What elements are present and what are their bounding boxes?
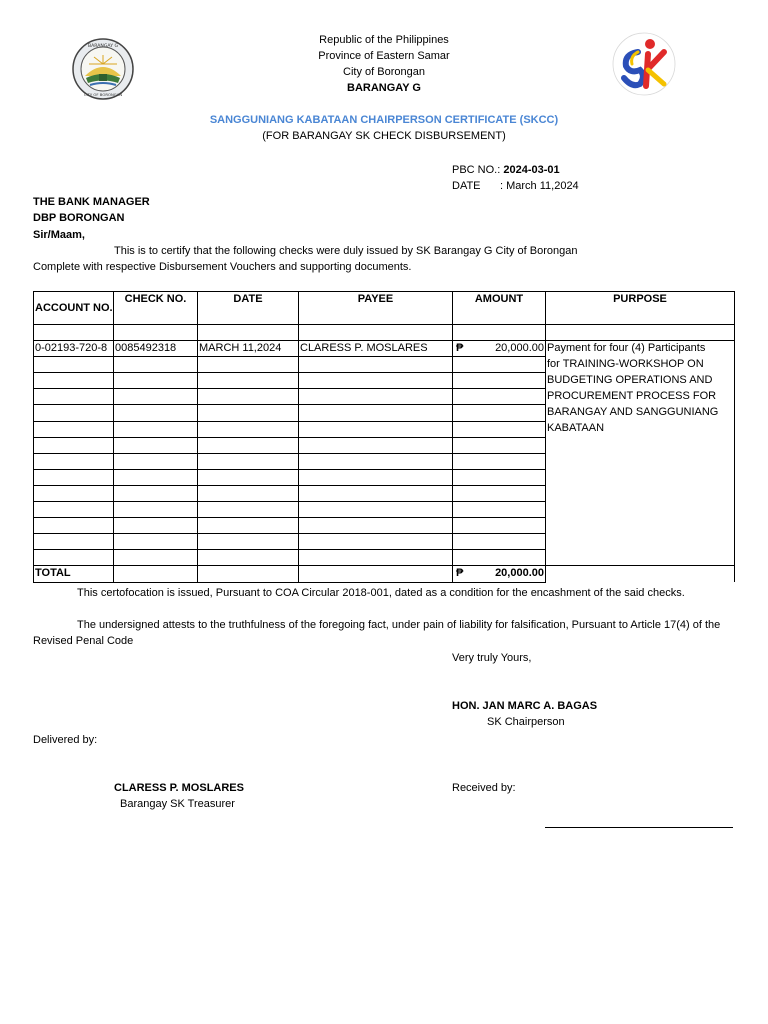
certification-text: This certofocation is issued, Pursuant to COA Circular 2018-001, dated as a condition for the encashment of the said checks. (77, 587, 685, 599)
table-row (34, 421, 735, 437)
purpose-line: PROCUREMENT PROCESS FOR (546, 389, 735, 405)
signature-line (545, 827, 733, 828)
purpose-line: BARANGAY AND SANGGUNIANG (546, 405, 735, 421)
header-city: City of Borongan (343, 66, 425, 78)
purpose-line: for TRAINING-WORKSHOP ON (546, 357, 735, 373)
header-account-no: ACCOUNT NO. (34, 292, 114, 325)
table-row (34, 485, 735, 501)
table-row (34, 405, 735, 421)
header-check-no: CHECK NO. (114, 292, 198, 325)
intro-line1: This is to certify that the following checks were duly issued by SK Barangay G City of Borongan (114, 245, 578, 257)
attest-line2: Revised Penal Code (33, 635, 134, 647)
table-row (34, 469, 735, 485)
table-row (34, 518, 735, 534)
cell-amount (453, 341, 546, 357)
pbc-label: PBC NO.: (452, 164, 501, 176)
header-republic: Republic of the Philippines (319, 34, 449, 46)
checks-table (33, 291, 735, 583)
header-amount: AMOUNT (453, 292, 546, 325)
table-row (34, 341, 735, 357)
header-purpose: PURPOSE (546, 292, 735, 325)
date-label: DATE (452, 180, 481, 192)
header-province: Province of Eastern Samar (318, 50, 450, 62)
delivered-by-label: Delivered by: (33, 734, 98, 746)
table-row (34, 453, 735, 469)
pbc-value: 2024-03-01 (503, 164, 560, 176)
table-row (34, 534, 735, 550)
cell-account: 0-02193-720-8 (34, 341, 114, 357)
header-date: DATE (198, 292, 299, 325)
treasurer-name: CLARESS P. MOSLARES (114, 782, 244, 794)
purpose-line: Payment for four (4) Participants (546, 341, 735, 357)
total-amount-cell (453, 566, 546, 582)
purpose-line: BUDGETING OPERATIONS AND (546, 373, 735, 389)
table-row (34, 550, 735, 566)
header-barangay: BARANGAY G (347, 82, 421, 94)
table-row (34, 373, 735, 389)
cell-check: 0085492318 (114, 341, 198, 357)
intro-line2: Complete with respective Disbursement Vouchers and supporting documents. (33, 261, 412, 273)
salutation: Sir/Maam, (33, 229, 85, 241)
cell-payee: CLARESS P. MOSLARES (299, 341, 453, 357)
table-row-blank (34, 325, 735, 341)
table-row (34, 357, 735, 373)
total-amount: 20,000.00 (495, 567, 544, 580)
document-subtitle: (FOR BARANGAY SK CHECK DISBURSEMENT) (262, 130, 506, 142)
closing-text: Very truly Yours, (452, 652, 532, 664)
peso-sign: ₱ (456, 342, 464, 355)
seal-text-top: BARANGAY G (87, 44, 119, 49)
pbc-number (452, 164, 560, 176)
table-total-row (34, 566, 735, 582)
chairperson-position: SK Chairperson (487, 716, 565, 728)
amount-value: 20,000.00 (495, 342, 544, 355)
treasurer-position: Barangay SK Treasurer (120, 798, 235, 810)
header-payee: PAYEE (299, 292, 453, 325)
purpose-line: KABATAAN (546, 421, 735, 437)
total-label: TOTAL (34, 566, 114, 582)
chairperson-name: HON. JAN MARC A. BAGAS (452, 700, 598, 712)
seal-text-bottom: CITY OF BORONGAN (83, 92, 123, 97)
table-row (34, 389, 735, 405)
table-row (34, 437, 735, 453)
addressee-line2: DBP BORONGAN (33, 212, 125, 224)
table-row (34, 502, 735, 518)
cell-date: MARCH 11,2024 (198, 341, 299, 357)
received-by-label: Received by: (452, 782, 516, 794)
table-header-row (34, 292, 735, 325)
total-peso-sign: ₱ (456, 567, 464, 580)
document-title: SANGGUNIANG KABATAAN CHAIRPERSON CERTIFICATE (SKCC) (209, 114, 559, 126)
addressee-line1: THE BANK MANAGER (33, 196, 150, 208)
attest-line1: The undersigned attests to the truthfulness of the foregoing fact, under pain of liability for falsification, Pursuant to Article 17(4) of the (77, 619, 721, 631)
date-value: : March 11,2024 (500, 180, 579, 192)
